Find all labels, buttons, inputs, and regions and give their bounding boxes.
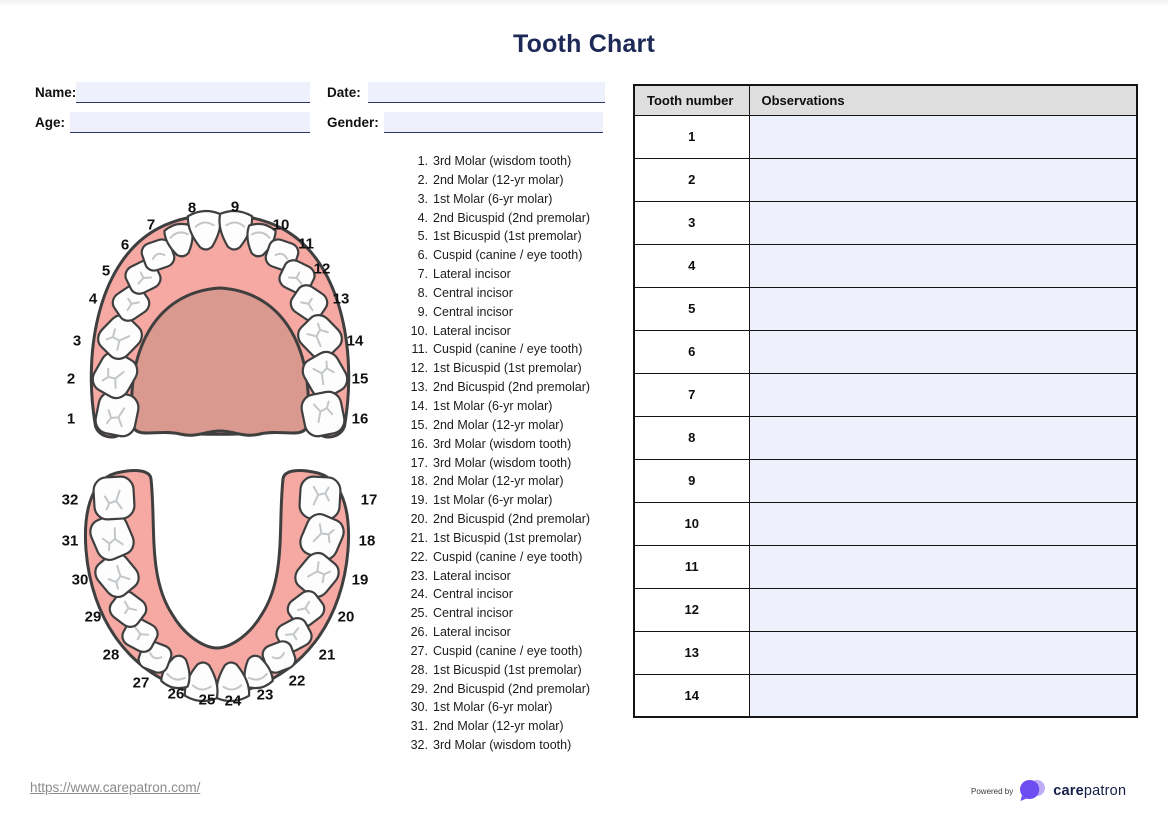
page-top-edge (0, 0, 1168, 7)
table-row (634, 674, 1137, 717)
arch-tooth-number-label: 22 (288, 672, 306, 690)
tooth-list-item (404, 510, 619, 529)
arch-tooth-number-label: 5 (101, 262, 111, 280)
tooth-list-item (404, 548, 619, 567)
arch-tooth-number-label: 28 (102, 646, 120, 664)
observation-cell[interactable] (749, 459, 1137, 502)
powered-by-label: Powered by (971, 786, 1014, 796)
age-label: Age: (35, 115, 65, 130)
tooth-list-item (404, 246, 619, 265)
tooth-number-cell: 8 (634, 416, 749, 459)
tooth-number-cell: 7 (634, 373, 749, 416)
arch-tooth-number-label: 18 (358, 532, 376, 550)
observation-cell[interactable] (749, 588, 1137, 631)
observation-cell[interactable] (749, 674, 1137, 717)
tooth-list-number: 10. (410, 323, 428, 338)
tooth-list-number: 29. (410, 681, 428, 696)
tooth-list-number: 9. (417, 304, 428, 319)
arch-tooth-number-label: 6 (120, 236, 130, 254)
tooth-list-name: Lateral incisor (433, 625, 511, 640)
tooth-list-name: 1st Molar (6-yr molar) (433, 398, 553, 413)
arch-tooth-number-label: 12 (313, 260, 331, 278)
tooth-list-item (404, 397, 619, 416)
arch-tooth-number-label: 19 (351, 571, 369, 589)
tooth-list-name: Cuspid (canine / eye tooth) (433, 342, 583, 357)
powered-by-footer (971, 777, 1126, 805)
tooth-list-item (404, 623, 619, 642)
tooth-shape (93, 476, 135, 520)
observation-cell[interactable] (749, 631, 1137, 674)
tooth-list-item (404, 529, 619, 548)
arch-tooth-number-label: 29 (84, 608, 102, 626)
tooth-list-name: Lateral incisor (433, 568, 511, 583)
table-row (634, 502, 1137, 545)
tooth-list-item (404, 680, 619, 699)
tooth-number-cell: 4 (634, 244, 749, 287)
tooth-list-number: 19. (410, 493, 428, 508)
tooth-list-number: 5. (417, 229, 428, 244)
tooth-number-cell: 10 (634, 502, 749, 545)
tooth-list-name: 2nd Bicuspid (2nd premolar) (433, 380, 591, 395)
name-label: Name: (35, 85, 77, 100)
tooth-list-number: 15. (410, 417, 428, 432)
tooth-number-cell: 2 (634, 158, 749, 201)
table-row (634, 115, 1137, 158)
tooth-list-name: 1st Molar (6-yr molar) (433, 191, 553, 206)
gender-input[interactable] (384, 112, 603, 133)
tooth-list-item (404, 491, 619, 510)
lower-arch-diagram (52, 452, 382, 717)
tooth-list-item (404, 359, 619, 378)
tooth-list-name: Central incisor (433, 587, 513, 602)
tooth-list-item (404, 717, 619, 736)
tooth-list-number: 4. (417, 210, 428, 225)
tooth-list-name: 1st Bicuspid (1st premolar) (433, 361, 582, 376)
tooth-list-number: 16. (410, 436, 428, 451)
tooth-list-item (404, 567, 619, 586)
tooth-list-item (404, 284, 619, 303)
table-row (634, 158, 1137, 201)
arch-tooth-number-label: 8 (187, 199, 197, 217)
date-label: Date: (327, 85, 361, 100)
tooth-list-name: 1st Molar (6-yr molar) (433, 493, 553, 508)
tooth-list-number: 11. (411, 342, 428, 357)
arch-tooth-number-label: 21 (318, 646, 336, 664)
table-row (634, 459, 1137, 502)
tooth-list-number: 28. (410, 662, 428, 677)
tooth-list-number: 25. (410, 606, 428, 621)
tooth-list-item (404, 303, 619, 322)
observation-cell[interactable] (749, 545, 1137, 588)
arch-tooth-number-label: 32 (61, 491, 79, 509)
tooth-list-item (404, 472, 619, 491)
tooth-list-number: 31. (410, 719, 428, 734)
observation-cell[interactable] (749, 330, 1137, 373)
tooth-list-item (404, 209, 619, 228)
table-row (634, 330, 1137, 373)
table-row (634, 373, 1137, 416)
arch-tooth-number-label: 3 (72, 332, 82, 350)
tooth-list-name: 2nd Bicuspid (2nd premolar) (433, 512, 591, 527)
observation-cell[interactable] (749, 115, 1137, 158)
table-row (634, 588, 1137, 631)
arch-tooth-number-label: 13 (332, 290, 350, 308)
tooth-list-number: 18. (410, 474, 428, 489)
brand-text-bold: care (1053, 783, 1084, 799)
arch-tooth-number-label: 2 (66, 370, 76, 388)
observations-table (633, 84, 1138, 718)
tooth-list-name: 2nd Molar (12-yr molar) (433, 172, 564, 187)
observation-cell[interactable] (749, 373, 1137, 416)
observation-cell[interactable] (749, 201, 1137, 244)
tooth-list-number: 21. (410, 530, 428, 545)
tooth-list-name: 3rd Molar (wisdom tooth) (433, 455, 572, 470)
tooth-list-name: 2nd Molar (12-yr molar) (433, 417, 564, 432)
tooth-list-name: 1st Bicuspid (1st premolar) (433, 229, 582, 244)
table-row (634, 545, 1137, 588)
tooth-list-number: 30. (410, 700, 428, 715)
tooth-list-number: 14. (410, 398, 428, 413)
tooth-list-name: 1st Bicuspid (1st premolar) (433, 662, 582, 677)
table-row (634, 416, 1137, 459)
tooth-list-item (404, 585, 619, 604)
tooth-list-name: 2nd Bicuspid (2nd premolar) (433, 681, 591, 696)
arch-tooth-number-label: 30 (71, 571, 89, 589)
tooth-list-item (404, 642, 619, 661)
tooth-list-number: 17. (410, 455, 428, 470)
observations-column-header: Observations (749, 85, 1137, 115)
tooth-number-cell: 9 (634, 459, 749, 502)
tooth-number-cell: 11 (634, 545, 749, 588)
tooth-list-item (404, 698, 619, 717)
arch-tooth-number-label: 26 (167, 685, 185, 703)
brand-text-regular: patron (1083, 783, 1127, 799)
tooth-list-name: Cuspid (canine / eye tooth) (433, 643, 583, 658)
tooth-shape (299, 389, 347, 438)
arch-tooth-number-label: 7 (146, 216, 156, 234)
table-row (634, 201, 1137, 244)
tooth-list-name: Central incisor (433, 304, 513, 319)
footer-url-link[interactable]: https://www.carepatron.com/ (30, 780, 201, 795)
table-row (634, 287, 1137, 330)
tooth-list-name: 2nd Molar (12-yr molar) (433, 719, 564, 734)
arch-tooth-number-label: 4 (88, 290, 98, 308)
arch-tooth-number-label: 15 (351, 370, 369, 388)
name-input[interactable] (76, 82, 310, 103)
tooth-list-item (404, 661, 619, 680)
tooth-number-cell: 1 (634, 115, 749, 158)
upper-arch-diagram (55, 195, 385, 445)
tooth-list-name: Cuspid (canine / eye tooth) (433, 549, 583, 564)
arch-tooth-number-label: 10 (272, 216, 290, 234)
tooth-list-name: 1st Bicuspid (1st premolar) (433, 530, 582, 545)
date-input[interactable] (368, 82, 605, 103)
tooth-list-number: 24. (410, 587, 428, 602)
arch-tooth-number-label: 20 (337, 608, 355, 626)
arch-tooth-number-label: 11 (298, 235, 314, 253)
arch-tooth-number-label: 31 (61, 532, 79, 550)
carepatron-logo-icon (1018, 777, 1048, 805)
observation-cell[interactable] (749, 502, 1137, 545)
tooth-list-number: 8. (417, 285, 428, 300)
tooth-number-cell: 14 (634, 674, 749, 717)
tooth-number-cell: 12 (634, 588, 749, 631)
tooth-number-cell: 13 (634, 631, 749, 674)
tooth-list-name: 2nd Bicuspid (2nd premolar) (433, 210, 591, 225)
tooth-list-number: 32. (410, 738, 428, 753)
tooth-list-name: 3rd Molar (wisdom tooth) (433, 738, 572, 753)
gender-label: Gender: (327, 115, 379, 130)
arch-tooth-number-label: 14 (346, 332, 364, 350)
tooth-list-name: Central incisor (433, 606, 513, 621)
arch-tooth-number-label: 24 (224, 692, 242, 710)
arch-tooth-number-label: 9 (230, 198, 240, 216)
tooth-number-cell: 3 (634, 201, 749, 244)
tooth-list-name: 1st Molar (6-yr molar) (433, 700, 553, 715)
observation-cell[interactable] (749, 244, 1137, 287)
tooth-list-name: 2nd Molar (12-yr molar) (433, 474, 564, 489)
arch-tooth-number-label: 27 (132, 674, 150, 692)
tooth-list-number: 3. (417, 191, 428, 206)
tooth-list-number: 26. (410, 625, 428, 640)
arch-tooth-number-label: 23 (256, 686, 274, 704)
tooth-list-item (404, 171, 619, 190)
tooth-list-name: Lateral incisor (433, 323, 511, 338)
tooth-list-item (404, 190, 619, 209)
tooth-list-item (404, 227, 619, 246)
tooth-list-number: 22. (410, 549, 428, 564)
tooth-list-item (404, 322, 619, 341)
arch-tooth-number-label: 16 (351, 410, 369, 428)
observation-cell[interactable] (749, 287, 1137, 330)
tooth-list-item (404, 416, 619, 435)
tooth-list-number: 2. (417, 172, 428, 187)
observation-cell[interactable] (749, 416, 1137, 459)
table-row (634, 244, 1137, 287)
tooth-list-name: 3rd Molar (wisdom tooth) (433, 436, 572, 451)
table-row (634, 631, 1137, 674)
tooth-list-number: 6. (417, 248, 428, 263)
tooth-list-name: 3rd Molar (wisdom tooth) (433, 154, 572, 168)
tooth-list-number: 12. (410, 361, 428, 376)
tooth-list-number: 7. (417, 267, 428, 282)
tooth-list-item (404, 604, 619, 623)
table-header-row (634, 85, 1137, 115)
arch-tooth-number-label: 25 (198, 691, 216, 709)
arch-tooth-number-label: 1 (66, 410, 76, 428)
tooth-list-number: 1. (417, 154, 428, 168)
tooth-number-cell: 5 (634, 287, 749, 330)
age-input[interactable] (70, 112, 310, 133)
tooth-list-item (404, 736, 619, 755)
tooth-list-item (404, 435, 619, 454)
tooth-list-item (404, 378, 619, 397)
observation-cell[interactable] (749, 158, 1137, 201)
tooth-list-name: Lateral incisor (433, 267, 511, 282)
tooth-name-list (404, 152, 619, 755)
tooth-list-number: 20. (410, 512, 428, 527)
brand-text (1053, 783, 1126, 799)
arch-tooth-number-label: 17 (360, 491, 378, 509)
tooth-number-column-header: Tooth number (634, 85, 749, 115)
tooth-list-item (404, 340, 619, 359)
tooth-number-cell: 6 (634, 330, 749, 373)
tooth-list-number: 13. (410, 380, 428, 395)
tooth-list-name: Central incisor (433, 285, 513, 300)
tooth-list-name: Cuspid (canine / eye tooth) (433, 248, 583, 263)
tooth-list-item (404, 265, 619, 284)
tooth-list-number: 27. (410, 643, 428, 658)
tooth-list-item (404, 152, 619, 171)
page-title: Tooth Chart (513, 30, 655, 58)
tooth-list-item (404, 454, 619, 473)
tooth-list-number: 23. (410, 568, 428, 583)
